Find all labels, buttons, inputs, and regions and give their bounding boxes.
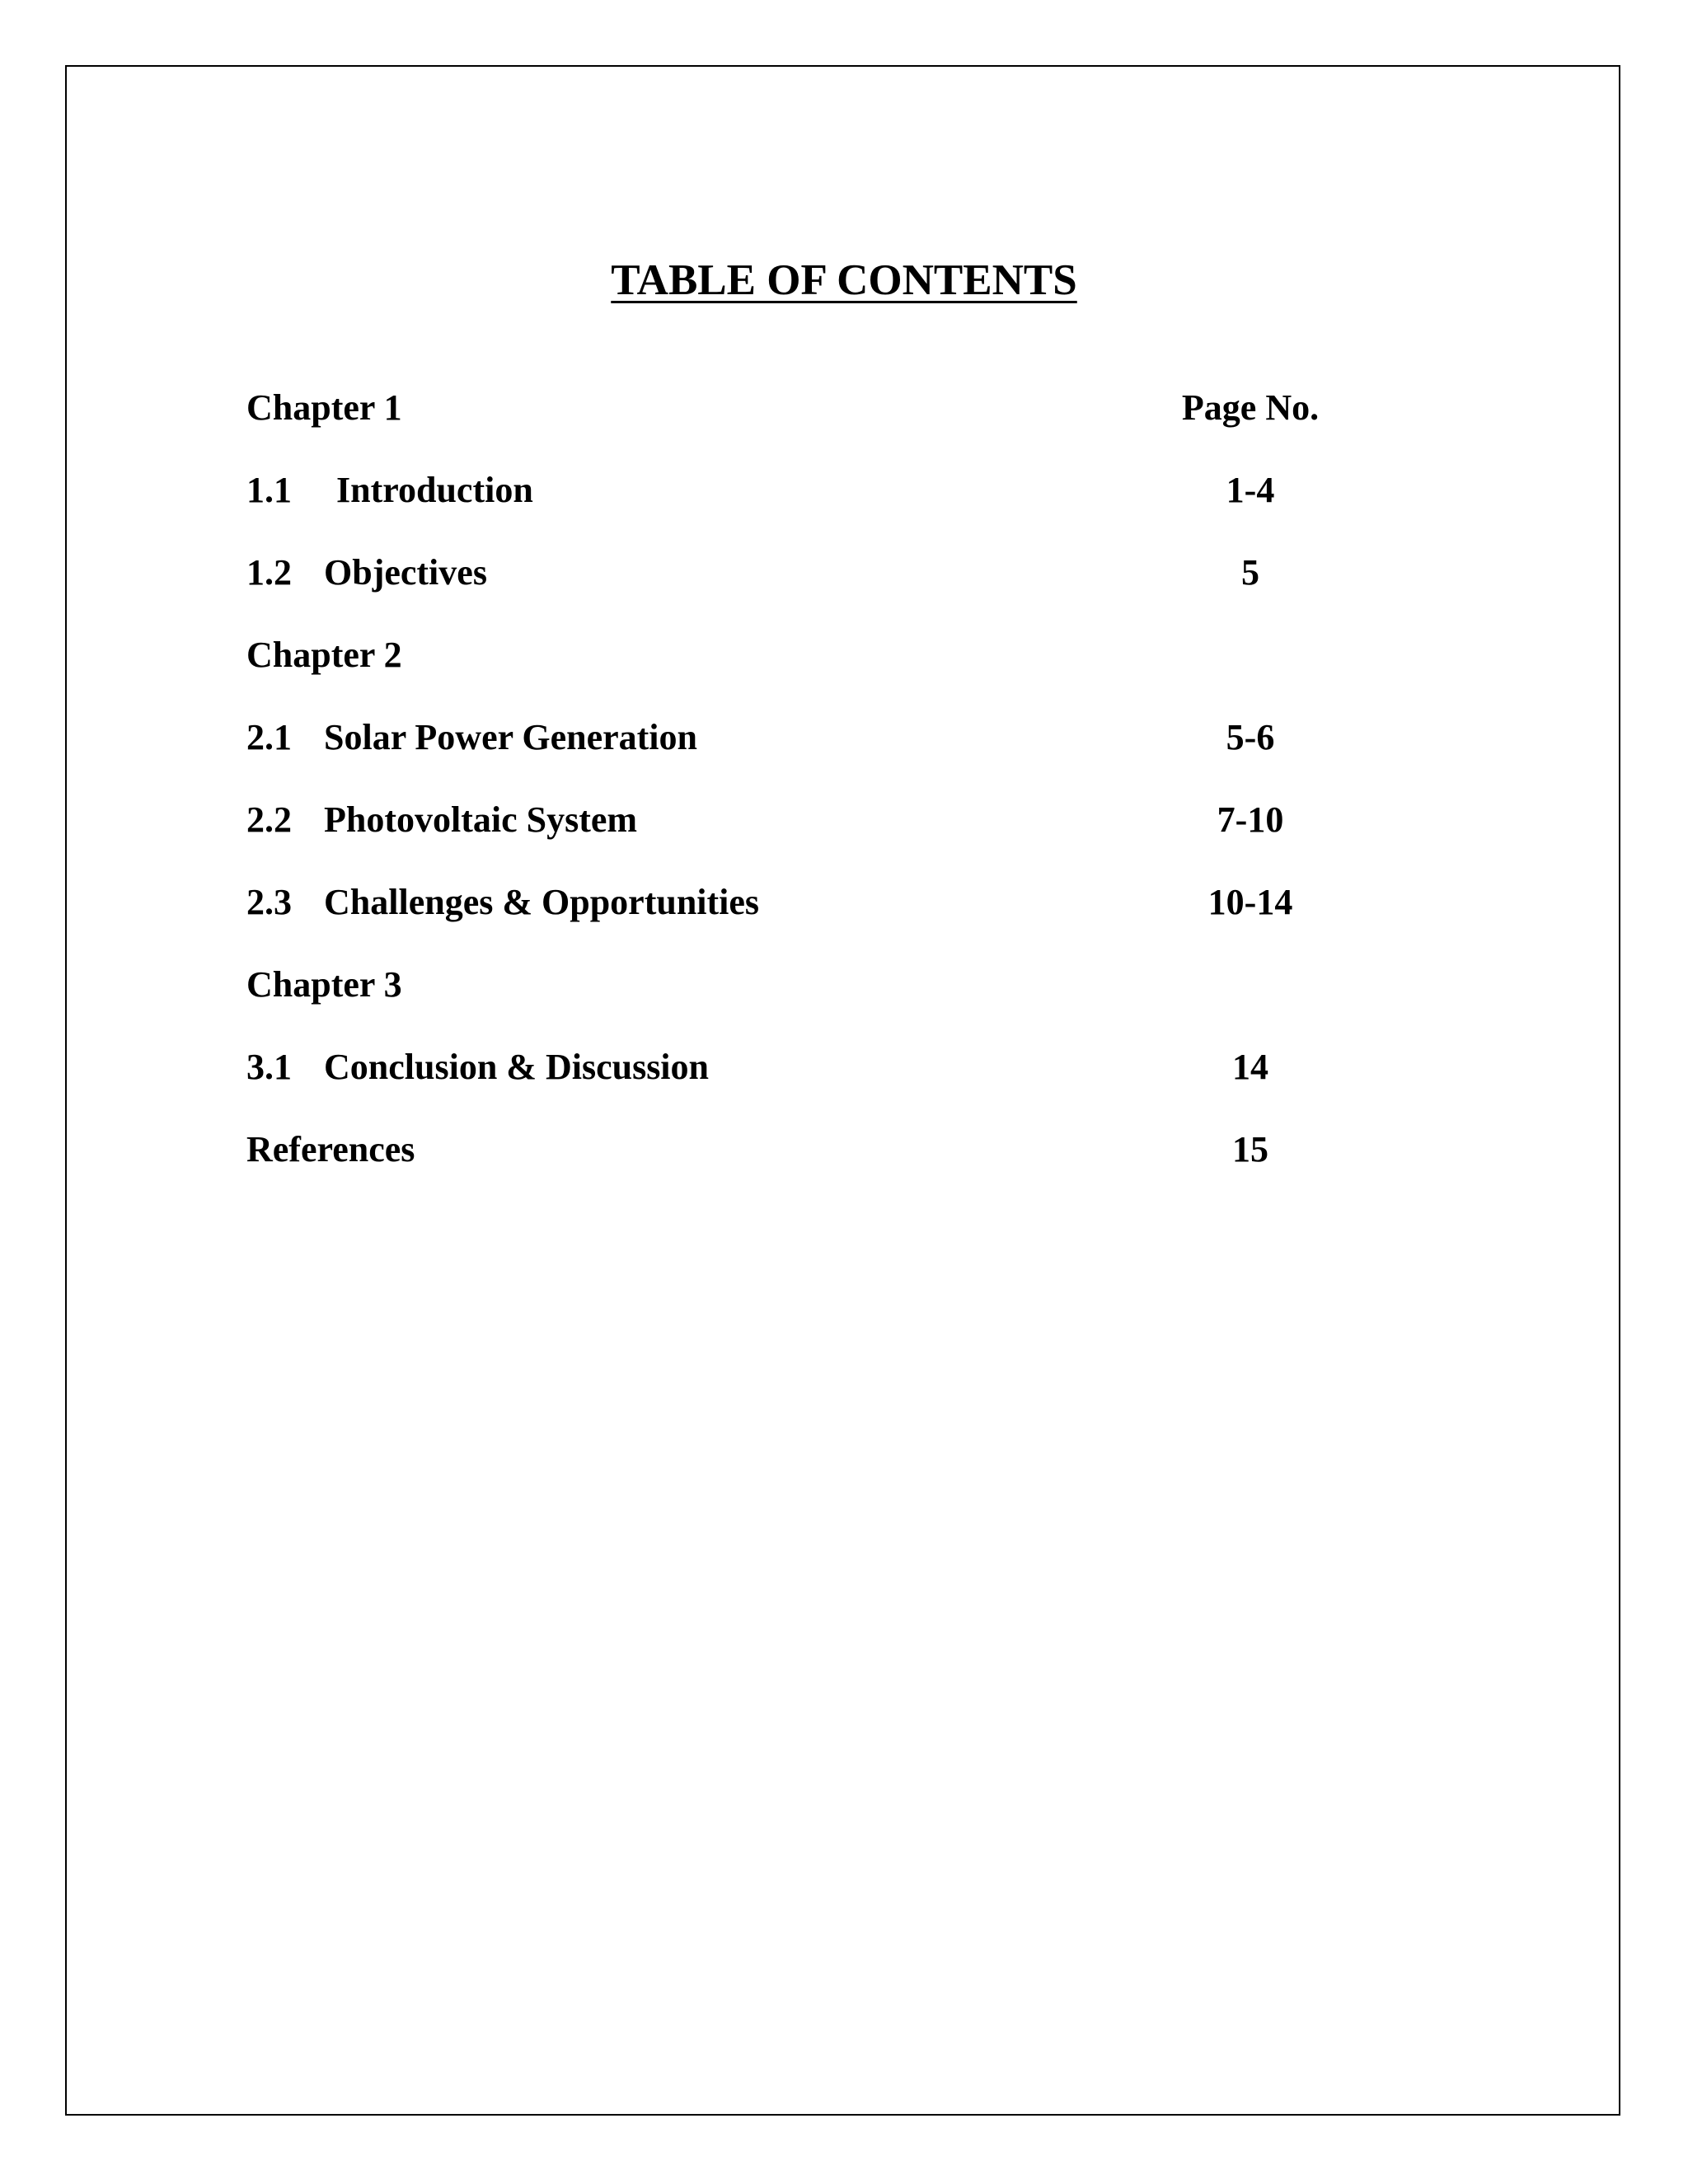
section-title: Objectives	[324, 552, 487, 593]
section-title: References	[246, 1129, 415, 1169]
toc-chapter-row	[0, 960, 1688, 1010]
section-page: 5	[1241, 552, 1259, 593]
toc-entry	[0, 713, 1688, 762]
toc-entry	[0, 548, 1688, 598]
section-page: 14	[1232, 1047, 1268, 1087]
toc-entry	[0, 795, 1688, 845]
section-number: 1.1	[246, 470, 292, 510]
page-title-text: TABLE OF CONTENTS	[611, 256, 1077, 304]
section-page: 10-14	[1207, 882, 1293, 922]
toc-entry	[0, 1125, 1688, 1174]
toc-entry	[0, 1043, 1688, 1092]
section-title: Photovoltaic System	[324, 799, 638, 840]
section-title: Challenges & Opportunities	[324, 882, 760, 922]
section-title: Introduction	[336, 470, 533, 510]
section-page: 7-10	[1217, 799, 1284, 840]
section-page: 5-6	[1226, 717, 1275, 757]
section-number: 3.1	[246, 1047, 292, 1087]
chapter-heading: Chapter 3	[246, 964, 402, 1005]
page-number-heading: Page No.	[1181, 387, 1320, 428]
toc-header-row	[0, 383, 1688, 433]
chapter-heading: Chapter 1	[246, 387, 402, 428]
toc-entry	[0, 466, 1688, 515]
section-page: 15	[1232, 1129, 1268, 1169]
toc-entry	[0, 878, 1688, 927]
section-number: 1.2	[246, 552, 292, 593]
section-page: 1-4	[1226, 470, 1275, 510]
section-number: 2.2	[246, 799, 292, 840]
section-number: 2.3	[246, 882, 292, 922]
toc-chapter-row	[0, 630, 1688, 680]
section-title: Solar Power Generation	[324, 717, 697, 757]
section-number: 2.1	[246, 717, 292, 757]
page-title	[0, 254, 1688, 307]
section-title: Conclusion & Discussion	[324, 1047, 710, 1087]
chapter-heading: Chapter 2	[246, 635, 402, 675]
